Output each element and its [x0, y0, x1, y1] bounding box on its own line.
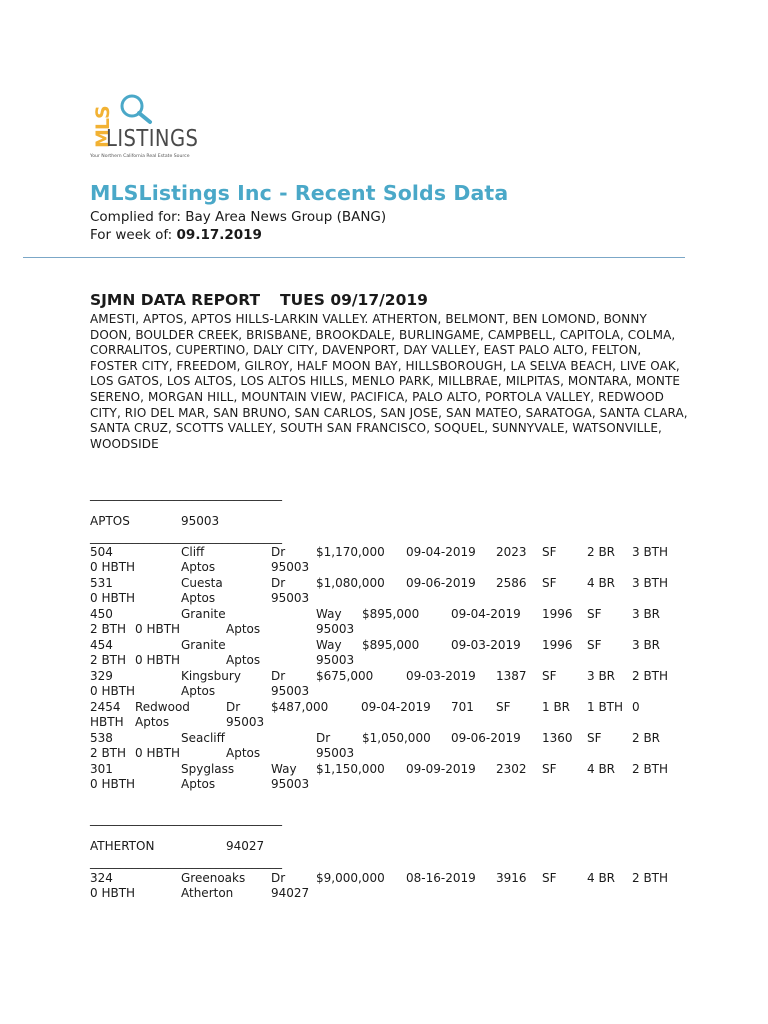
- listing-cell: 0 HBTH: [90, 684, 136, 698]
- listing-cell: 4 BR: [587, 871, 616, 885]
- listing-cell: 95003: [271, 777, 310, 791]
- listing-cell: Cliff: [181, 545, 205, 559]
- listing-cell: Dr: [271, 545, 286, 559]
- separator-line: ________________________________: [90, 530, 282, 544]
- mlslistings-logo: [88, 92, 218, 164]
- listing-cell: 95003: [271, 591, 310, 605]
- listing-cell: SF: [587, 731, 602, 745]
- listing-cell: 531: [90, 576, 113, 590]
- listing-cell: 0 HBTH: [90, 777, 136, 791]
- listing-cell: 09-04-2019: [451, 607, 521, 621]
- listing-cell: 4 BR: [587, 576, 616, 590]
- logo-listings-text: LISTINGS: [106, 126, 199, 152]
- report-heading: [90, 291, 428, 309]
- listing-cell: 09-04-2019: [406, 545, 476, 559]
- listing-cell: 2302: [496, 762, 527, 776]
- listing-cell: SF: [542, 871, 557, 885]
- listing-cell: 09-03-2019: [406, 669, 476, 683]
- listing-cell: 09-04-2019: [361, 700, 431, 714]
- listing-cell: $1,150,000: [316, 762, 385, 776]
- separator-line: ________________________________: [90, 812, 282, 826]
- listing-cell: 2 BTH: [632, 762, 669, 776]
- listing-cell: 3 BTH: [632, 576, 669, 590]
- listing-cell: Dr: [271, 576, 286, 590]
- listing-cell: 301: [90, 762, 113, 776]
- listing-cell: 2 BTH: [632, 669, 669, 683]
- listing-cell: Granite: [181, 607, 226, 621]
- listing-cell: Kingsbury: [181, 669, 241, 683]
- listing-cell: Cuesta: [181, 576, 223, 590]
- listing-cell: Aptos: [181, 684, 216, 698]
- separator-line: ________________________________: [90, 855, 282, 869]
- report-date: TUES 09/17/2019: [280, 291, 428, 309]
- listing-cell: SF: [496, 700, 511, 714]
- listing-cell: 3 BR: [587, 669, 616, 683]
- listing-cell: SF: [587, 607, 602, 621]
- section-zip: 94027: [226, 839, 265, 853]
- listing-cell: 94027: [271, 886, 310, 900]
- listing-cell: 95003: [316, 622, 355, 636]
- listing-cell: 95003: [226, 715, 265, 729]
- listing-cell: $675,000: [316, 669, 374, 683]
- listing-cell: 2 BR: [587, 545, 616, 559]
- listing-cell: Aptos: [226, 746, 261, 760]
- listing-cell: 454: [90, 638, 113, 652]
- listing-cell: 701: [451, 700, 474, 714]
- listing-cell: Aptos: [135, 715, 170, 729]
- listing-cell: 450: [90, 607, 113, 621]
- listing-cell: $895,000: [362, 607, 420, 621]
- listing-cell: 1 BR: [542, 700, 571, 714]
- week-of: [90, 227, 262, 243]
- listing-cell: 1387: [496, 669, 527, 683]
- listing-cell: 504: [90, 545, 113, 559]
- listing-cell: Atherton: [181, 886, 234, 900]
- listing-cell: $1,050,000: [362, 731, 431, 745]
- listing-cell: 3 BR: [632, 607, 661, 621]
- listing-cell: HBTH: [90, 715, 124, 729]
- listing-cell: 2586: [496, 576, 527, 590]
- listing-cell: 95003: [316, 746, 355, 760]
- section-zip: 95003: [181, 514, 220, 528]
- listing-cell: SF: [542, 576, 557, 590]
- compiled-for: Complied for: Bay Area News Group (BANG): [90, 209, 387, 225]
- listing-cell: 0 HBTH: [135, 746, 181, 760]
- header-divider: [23, 257, 685, 258]
- listing-cell: 09-09-2019: [406, 762, 476, 776]
- listing-cell: 3 BR: [632, 638, 661, 652]
- listing-cell: 2 BTH: [90, 746, 127, 760]
- listing-cell: $9,000,000: [316, 871, 385, 885]
- listing-cell: SF: [587, 638, 602, 652]
- listing-cell: 95003: [271, 684, 310, 698]
- listing-cell: 2 BTH: [90, 653, 127, 667]
- listing-cell: Aptos: [181, 591, 216, 605]
- listing-cell: Dr: [271, 669, 286, 683]
- listing-cell: 2 BTH: [90, 622, 127, 636]
- listing-cell: Redwood: [135, 700, 190, 714]
- listing-cell: $1,080,000: [316, 576, 385, 590]
- listing-cell: 324: [90, 871, 113, 885]
- listing-cell: $1,170,000: [316, 545, 385, 559]
- listing-cell: Aptos: [181, 560, 216, 574]
- section-city: APTOS: [90, 514, 130, 528]
- listing-cell: $895,000: [362, 638, 420, 652]
- listing-cell: 0 HBTH: [135, 622, 181, 636]
- listing-cell: Dr: [271, 871, 286, 885]
- listing-cell: Granite: [181, 638, 226, 652]
- listing-cell: 95003: [271, 560, 310, 574]
- listing-cell: 08-16-2019: [406, 871, 476, 885]
- listing-cell: Dr: [226, 700, 241, 714]
- listing-cell: Seacliff: [181, 731, 225, 745]
- listing-cell: 2023: [496, 545, 527, 559]
- listing-cell: Way: [316, 607, 342, 621]
- listing-cell: Dr: [316, 731, 331, 745]
- listing-cell: 09-06-2019: [406, 576, 476, 590]
- listing-cell: 1360: [542, 731, 573, 745]
- listing-cell: $487,000: [271, 700, 329, 714]
- listing-cell: Aptos: [226, 622, 261, 636]
- listing-cell: SF: [542, 545, 557, 559]
- listing-cell: Aptos: [226, 653, 261, 667]
- listing-cell: Aptos: [181, 777, 216, 791]
- listing-cell: 2 BR: [632, 731, 661, 745]
- city-list: AMESTI, APTOS, APTOS HILLS-LARKIN VALLEY. ATHERTON, BELMONT, BEN LOMOND, BONNY DOON, BOULDER CREEK, BRISBANE, BROOKDALE, BURLINGAME, CAMPBELL, CAPITOLA, COLMA, CORRALITOS, CUPERTINO, DALY CITY, DAVENPORT, DAY VALLEY, EAST PALO ALTO, FELTON, FOSTER CITY, FREEDOM, GILROY, HALF MOON BAY, HILLSBOROUGH, LA SELVA BEACH, LIVE OAK, LOS GATOS, LOS ALTOS, LOS ALTOS HILLS, MENLO PARK, MILLBRAE, MILPITAS, MONTARA, MONTE SERENO, MORGAN HILL, MOUNTAIN VIEW, PACIFICA, PALO ALTO, PORTOLA VALLEY, REDWOOD CITY, RIO DEL MAR, SAN BRUNO, SAN CARLOS, SAN JOSE, SAN MATEO, SARATOGA, SANTA CLARA, SANTA CRUZ, SCOTTS VALLEY, SOUTH SAN FRANCISCO, SOQUEL, SUNNYVALE, WATSONVILLE, WOODSIDE: [90, 312, 688, 451]
- listing-cell: 95003: [316, 653, 355, 667]
- week-value: 09.17.2019: [176, 227, 262, 243]
- listing-cell: Way: [316, 638, 342, 652]
- listing-cell: 1 BTH: [587, 700, 624, 714]
- listing-cell: 1996: [542, 607, 573, 621]
- listing-cell: 329: [90, 669, 113, 683]
- listing-cell: Spyglass: [181, 762, 235, 776]
- week-label: For week of:: [90, 227, 177, 243]
- listing-cell: 09-06-2019: [451, 731, 521, 745]
- listing-cell: 4 BR: [587, 762, 616, 776]
- listing-cell: 2 BTH: [632, 871, 669, 885]
- listing-cell: Way: [271, 762, 297, 776]
- listing-cell: 2454: [90, 700, 121, 714]
- listing-cell: 0: [632, 700, 640, 714]
- listing-cell: 0 HBTH: [90, 886, 136, 900]
- report-title: SJMN DATA REPORT: [90, 291, 261, 309]
- listing-cell: 3916: [496, 871, 527, 885]
- page-title: MLSListings Inc - Recent Solds Data: [90, 181, 509, 205]
- listing-cell: 09-03-2019: [451, 638, 521, 652]
- logo-mls-text: MLS: [92, 106, 114, 148]
- listing-cell: 538: [90, 731, 113, 745]
- listing-cell: 0 HBTH: [90, 560, 136, 574]
- listing-cell: 1996: [542, 638, 573, 652]
- listing-cell: 3 BTH: [632, 545, 669, 559]
- section-city: ATHERTON: [90, 839, 155, 853]
- listing-cell: Greenoaks: [181, 871, 246, 885]
- listing-cell: SF: [542, 762, 557, 776]
- separator-line: ________________________________: [90, 487, 282, 501]
- listing-cell: 0 HBTH: [135, 653, 181, 667]
- listing-cell: 0 HBTH: [90, 591, 136, 605]
- listing-cell: SF: [542, 669, 557, 683]
- logo-tagline: Your Northern California Real Estate Source: [90, 154, 190, 159]
